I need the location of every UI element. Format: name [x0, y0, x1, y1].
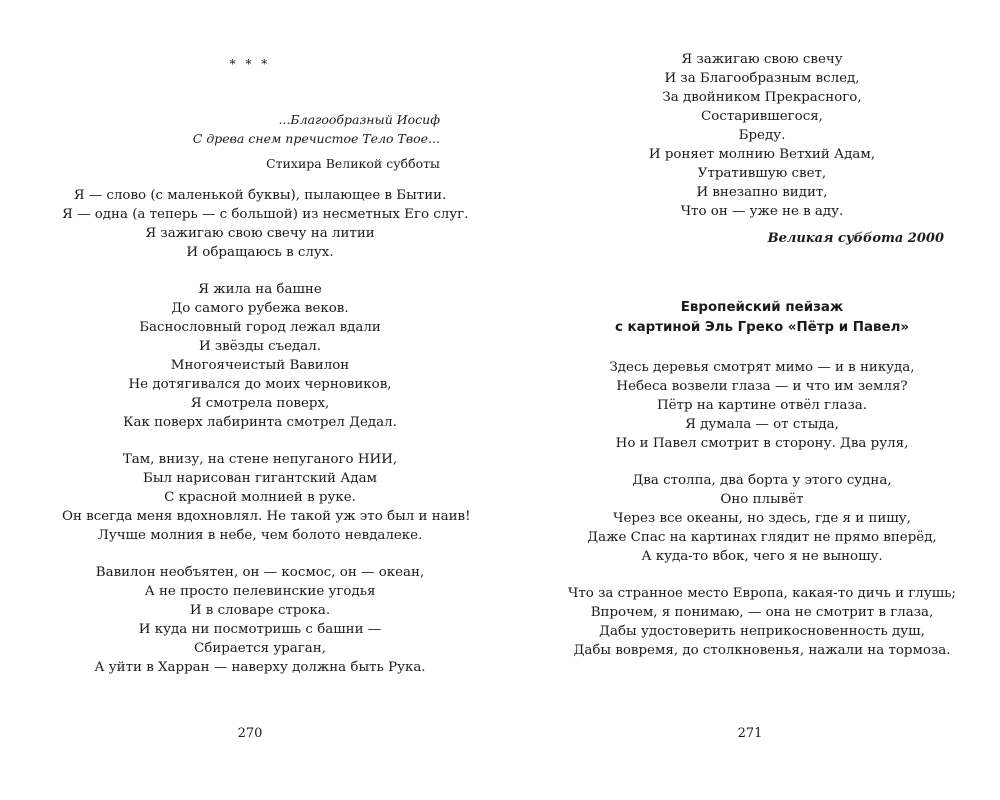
- verse-line: Через все океаны, но здесь, где я и пишу,: [613, 511, 911, 526]
- poem-title: [562, 298, 962, 338]
- stanza: [562, 358, 962, 453]
- epigraph-line: С древа снем пречистое Тело Твое...: [192, 131, 440, 146]
- verse-line: Пётр на картине отвёл глаза.: [656, 398, 868, 413]
- verse-line: До самого рубежа веков.: [171, 301, 349, 316]
- poem-title-line: с картиной Эль Греко «Пётр и Павел»: [614, 320, 910, 335]
- poem-date: Великая суббота 2000: [767, 231, 944, 246]
- verse-line: Оно плывёт: [720, 492, 804, 507]
- verse-line: Я жила на башне: [198, 282, 322, 297]
- verse-line: И звёзды съедал.: [198, 339, 322, 354]
- verse-line: Сбирается ураган,: [194, 641, 326, 656]
- stanza: [62, 280, 458, 432]
- verse-line: Я зажигаю свою свечу: [681, 52, 843, 67]
- stanza: [562, 50, 962, 221]
- poem-body: [562, 50, 962, 678]
- verse-line: А не просто пелевинские угодья: [144, 584, 376, 599]
- verse-line: Баснословный город лежал вдали: [139, 320, 381, 335]
- verse-line: Не дотягивался до моих черновиков,: [128, 377, 392, 392]
- poem-body: [62, 186, 471, 695]
- verse-line: Я думала — от стыда,: [685, 417, 839, 432]
- verse-line: И внезапно видит,: [696, 185, 828, 200]
- verse-line: За двойником Прекрасного,: [662, 90, 862, 105]
- stanza: [562, 584, 962, 660]
- verse-line: Даже Спас на картинах глядит не прямо вперёд,: [587, 530, 937, 545]
- verse-line: Дабы вовремя, до столкновенья, нажали на тормоза.: [573, 643, 951, 658]
- stanza: [562, 471, 962, 566]
- verse-line: Был нарисован гигантский Адам: [143, 471, 377, 486]
- verse-line: Впрочем, я понимаю, — она не смотрит в глаза,: [590, 605, 934, 620]
- epigraph-source: Стихира Великой субботы: [266, 156, 440, 171]
- verse-line: И куда ни посмотришь с башни —: [138, 622, 382, 637]
- verse-line: Бреду.: [738, 128, 786, 143]
- verse-line: А уйти в Харран — наверху должна быть Рука.: [94, 660, 426, 675]
- stanza: [62, 186, 469, 262]
- verse-line: Небеса возвели глаза — и что им земля?: [616, 379, 908, 394]
- verse-line: Я зажигаю свою свечу на литии: [145, 226, 375, 241]
- verse-line: Дабы удостоверить неприкосновенность душ,: [599, 624, 925, 639]
- verse-line: И обращаюсь в слух.: [186, 245, 334, 260]
- verse-line: Здесь деревья смотрят мимо — и в никуда,: [609, 360, 915, 375]
- right-page: [500, 0, 1000, 800]
- page-number: 271: [737, 726, 763, 741]
- stanza: [62, 563, 458, 677]
- verse-line: Он всегда меня вдохновлял. Не такой уж это был и наив!: [62, 509, 471, 524]
- verse-line: Но и Павел смотрит в сторону. Два руля,: [615, 436, 909, 451]
- verse-line: Как поверх лабиринта смотрел Дедал.: [123, 415, 397, 430]
- epigraph: [193, 110, 440, 173]
- verse-line: Я — одна (а теперь — с большой) из несметных Его слуг.: [62, 207, 469, 222]
- verse-line: И роняет молнию Ветхий Адам,: [648, 147, 876, 162]
- verse-line: И в словаре строка.: [189, 603, 331, 618]
- verse-line: Два столпа, два борта у этого судна,: [632, 473, 892, 488]
- verse-line: Что он — уже не в аду.: [680, 204, 844, 219]
- verse-line: А куда-то вбок, чего я не выношу.: [641, 549, 883, 564]
- verse-line: Я — слово (с маленькой буквы), пылающее в Бытии.: [73, 188, 447, 203]
- poem-title-line: Европейский пейзаж: [680, 300, 844, 315]
- verse-line: Что за странное место Европа, какая-то дичь и глушь;: [568, 586, 956, 601]
- verse-line: Многоячеистый Вавилон: [170, 358, 350, 373]
- verse-line: И за Благообразным вслед,: [664, 71, 860, 86]
- verse-line: Лучше молния в небе, чем болото невдалеке.: [97, 528, 423, 543]
- verse-line: Вавилон необъятен, он — космос, он — океан,: [95, 565, 425, 580]
- stanza: [62, 450, 471, 545]
- section-stars: * * *: [229, 57, 271, 71]
- verse-line: С красной молнией в руке.: [164, 490, 356, 505]
- verse-line: Состарившегося,: [701, 109, 823, 124]
- epigraph-line: ...Благообразный Иосиф: [278, 112, 440, 127]
- verse-line: Там, внизу, на стене непуганого НИИ,: [122, 452, 398, 467]
- page-number: 270: [237, 726, 263, 741]
- verse-line: Утратившую свет,: [697, 166, 827, 181]
- verse-line: Я смотрела поверх,: [190, 396, 330, 411]
